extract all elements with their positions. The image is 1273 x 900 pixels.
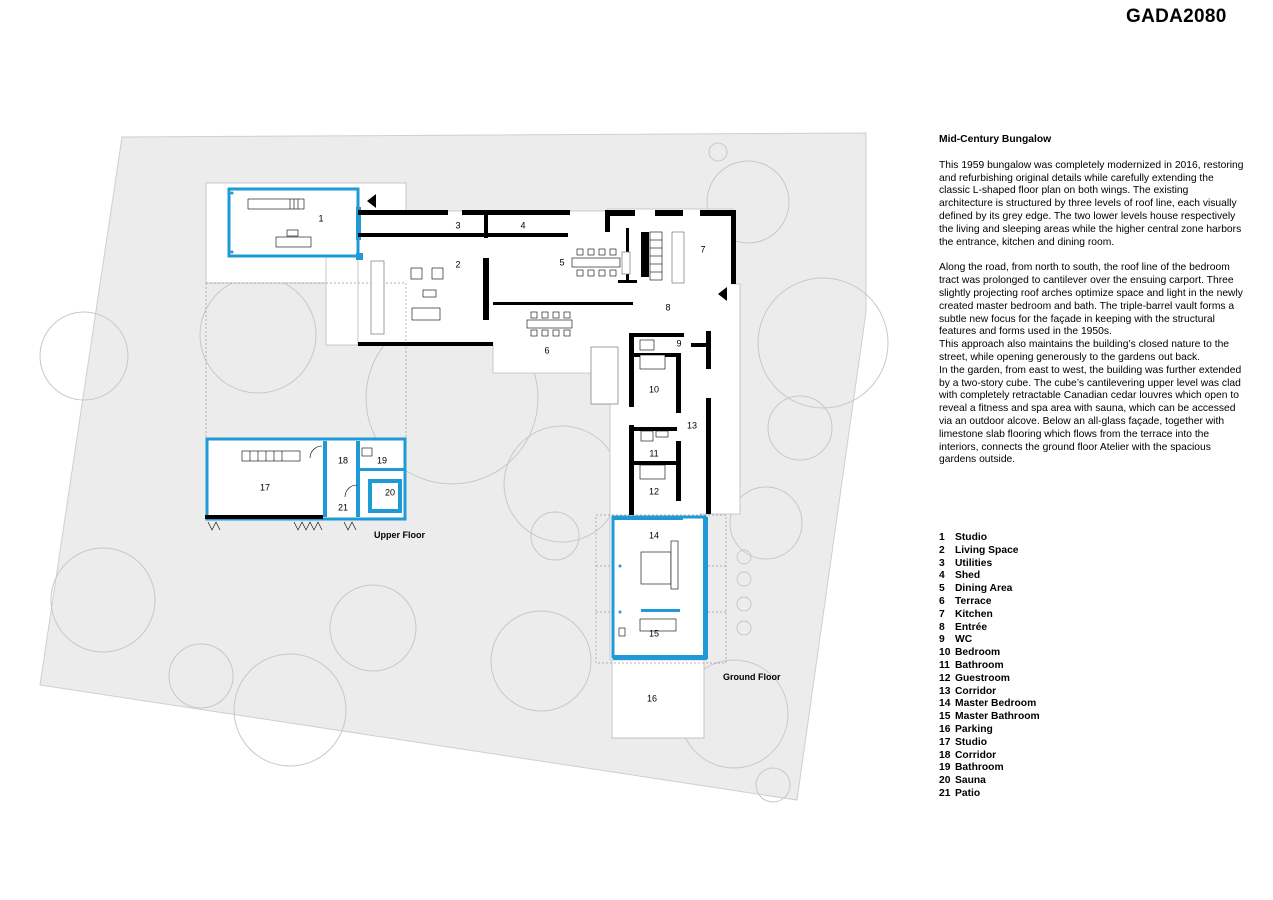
room-number-14: 14 [648, 530, 660, 541]
project-description [939, 134, 1244, 480]
description-paragraph-3: This approach also maintains the building’s closed nature to the street, while opening generously to the gardens out back. [939, 339, 1230, 363]
legend-item: 4 Shed [939, 570, 981, 582]
ground-floor-label: Ground Floor [723, 672, 781, 682]
description-paragraph-2: Along the road, from north to south, the roof line of the bedroom tract was prolonged to cantilever over the ensuing carport. Three slightly projecting roof arches optimize space and light in the newly created master bedroom and bath. The triple-barrel vault forms a subtle new focus for the façade in keeping with the structural features and forms used in the 1950s. [939, 262, 1243, 338]
room-number-4: 4 [520, 220, 526, 231]
room-number-2: 2 [455, 259, 461, 270]
legend-item: 14 Master Bedroom [939, 698, 1037, 710]
master-cube [613, 516, 708, 660]
room-number-20: 20 [384, 487, 396, 498]
legend-item: 15 Master Bathroom [939, 711, 1040, 723]
room-number-18: 18 [337, 455, 349, 466]
legend-item: 17 Studio [939, 736, 988, 748]
legend-item: 3 Utilities [939, 557, 993, 569]
room-number-3: 3 [455, 220, 461, 231]
room-number-21: 21 [337, 502, 349, 513]
room-number-11: 11 [649, 448, 659, 459]
legend-item: 11 Bathroom [939, 659, 1004, 671]
legend-item: 8 Entrée [939, 621, 988, 633]
room-number-13: 13 [686, 420, 698, 431]
legend-item: 19 Bathroom [939, 762, 1004, 774]
room-number-6: 6 [544, 345, 550, 356]
room-number-5: 5 [559, 257, 565, 268]
legend-item: 13 Corridor [939, 685, 997, 697]
legend-item: 12 Guestroom [939, 672, 1010, 684]
legend-item: 16 Parking [939, 723, 993, 735]
legend-item: 2 Living Space [939, 544, 1019, 556]
room-number-12: 12 [648, 486, 660, 497]
room-number-1: 1 [318, 213, 324, 224]
legend-item: 9 WC [939, 634, 973, 646]
room-number-10: 10 [648, 384, 660, 395]
description-paragraph-4: In the garden, from east to west, the building was further extended by a two-story cube. The cube’s cantilevering upper level was clad with completely retractable Canadian cedar louvres which open to reveal a fitness and spa area with sauna, which can be accessed via an outdoor alcove. Below an all-glass façade, together with limestone slab flooring which flows from the terrace into the interiors, connects the ground floor Atelier with the spacious gardens outside. [939, 364, 1242, 466]
room-number-16: 16 [646, 693, 658, 704]
legend-item: 5 Dining Area [939, 583, 1013, 595]
brand-logo: GADA2080 [1126, 6, 1227, 27]
legend-item: 7 Kitchen [939, 608, 993, 620]
room-legend [939, 532, 1139, 801]
legend-item: 20 Sauna [939, 775, 986, 787]
room-number-9: 9 [676, 338, 682, 349]
room-number-8: 8 [665, 302, 671, 313]
room-number-17: 17 [259, 482, 271, 493]
upper-floor-plan [205, 438, 406, 530]
legend-item: 6 Terrace [939, 595, 992, 607]
legend-item: 1 Studio [939, 532, 988, 543]
room-number-15: 15 [648, 628, 660, 639]
legend-item: 18 Corridor [939, 749, 997, 761]
room-number-7: 7 [700, 244, 706, 255]
description-paragraph-1: This 1959 bungalow was completely modernized in 2016, restoring and refurbishing original details while carefully extending the classic L-shaped floor plan on both wings. The existing architecture is structured by three levels of roof line, each visually defined by its grey edge. The two lower levels house respectively the living and sleeping areas while the higher central zone harbors the entrance, kitchen and dining room. [939, 159, 1244, 248]
room-number-19: 19 [376, 455, 388, 466]
upper-floor-label: Upper Floor [374, 530, 425, 540]
legend-item: 10 Bedroom [939, 647, 1001, 659]
description-title: Mid-Century Bungalow [939, 134, 1052, 145]
legend-item: 21 Patio [939, 787, 981, 799]
